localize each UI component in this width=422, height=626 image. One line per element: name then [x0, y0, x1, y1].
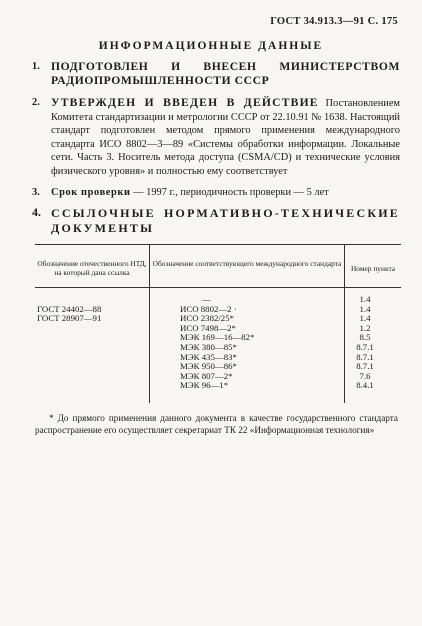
cell-ntd [35, 343, 150, 353]
section-body [51, 60, 400, 87]
column-header-ntd: Обозначение отечественного НТД, на который дана ссылка [35, 245, 150, 288]
cell-ntd: ГОСТ 28907—91 [37, 313, 102, 324]
page-title: ИНФОРМАЦИОННЫЕ ДАННЫЕ [98, 40, 324, 52]
cell-intl: МЭК 435—83* [150, 353, 345, 363]
cell-intl: МЭК 807—2* [150, 372, 345, 382]
section-1 [34, 60, 400, 87]
section-body [51, 206, 400, 236]
section-heading: Срок проверки [51, 187, 131, 198]
section-number: 3. [32, 187, 40, 198]
cell-ntd [35, 353, 150, 363]
cell-intl: ИСО 8802—2 · [150, 305, 345, 315]
cell-clause: 8.7.1 [356, 341, 374, 352]
cell-ntd: ГОСТ 24402—88 [37, 303, 102, 314]
cell-clause: 1.2 [359, 322, 371, 333]
cell-clause: 8.7.1 [356, 351, 374, 362]
table-body [35, 288, 401, 403]
column-header-intl-standard: Обозначение соответствующего международного стандарта [150, 245, 345, 288]
page-header: ГОСТ 34.913.3—91 С. 175 [270, 16, 398, 27]
section-3 [34, 186, 400, 200]
cell-ntd [35, 324, 150, 334]
section-number: 1. [32, 61, 40, 72]
section-4 [34, 206, 400, 236]
cell-clause: 8.7.1 [356, 361, 374, 372]
cell-intl: МЭК 950—86* [150, 362, 345, 372]
table-row [35, 381, 401, 403]
cell-intl: ИСО 7498—2* [150, 324, 345, 334]
cell-clause: 8.4.1 [356, 380, 374, 391]
cell-intl: ИСО 2382/25* [150, 314, 345, 324]
cell-clause: 8.5 [359, 332, 371, 343]
cell-ntd [35, 288, 150, 305]
cell-intl: МЭК 96—1* [150, 381, 345, 403]
footnote: * До прямого применения данного документа в качестве государственного стандарта распространение его осуществляет секретариат ТК 22 «Информационная технология» [35, 413, 398, 436]
cell-ntd [35, 333, 150, 343]
section-heading: УТВЕРЖДЕН И ВВЕДЕН В ДЕЙСТВИЕ [51, 96, 319, 109]
section-number: 4. [32, 205, 41, 219]
section-heading: ПОДГОТОВЛЕН И ВНЕСЕН МИНИСТЕРСТВОМ РАДИОПРОМЫШЛЕННОСТИ СССР [51, 60, 400, 87]
section-text: — 1997 г., периодичность проверки — 5 лет [130, 187, 329, 198]
section-body [51, 96, 400, 179]
references-table-wrap [35, 244, 401, 403]
cell-clause: 1.4 [359, 294, 371, 304]
table-row [35, 288, 401, 305]
cell-clause: 1.4 [359, 303, 371, 314]
cell-intl: — [150, 288, 345, 305]
section-text: Постановлением Комитета стандартизации и метрологии СССР от 22.10.91 № 1638. Настоящий стандарт подготовлен методом прямого применения международного стандарта ИСО 8802—3—89 «Системы обработки информации. Локальные сети. Часть 3. Носитель метода доступа (CSMA/CD) и технические условия физического уровня» и полностью ему соответствует [51, 98, 401, 177]
cell-clause: 7.6 [359, 370, 371, 381]
column-header-clause: Номер пункта [345, 245, 402, 288]
section-body [51, 186, 400, 200]
cell-ntd [35, 362, 150, 372]
section-heading: ССЫЛОЧНЫЕ НОРМАТИВНО-ТЕХНИЧЕСКИЕ ДОКУМЕНТЫ [51, 206, 400, 235]
references-table [35, 245, 401, 403]
cell-intl: МЭК 169—16—82* [150, 333, 345, 343]
section-2 [34, 96, 400, 179]
cell-intl: МЭК 380—85* [150, 343, 345, 353]
table-header-row [35, 245, 401, 288]
cell-clause: 1.4 [359, 313, 371, 324]
section-number: 2. [32, 97, 40, 108]
cell-ntd [35, 381, 150, 403]
cell-ntd [35, 372, 150, 382]
